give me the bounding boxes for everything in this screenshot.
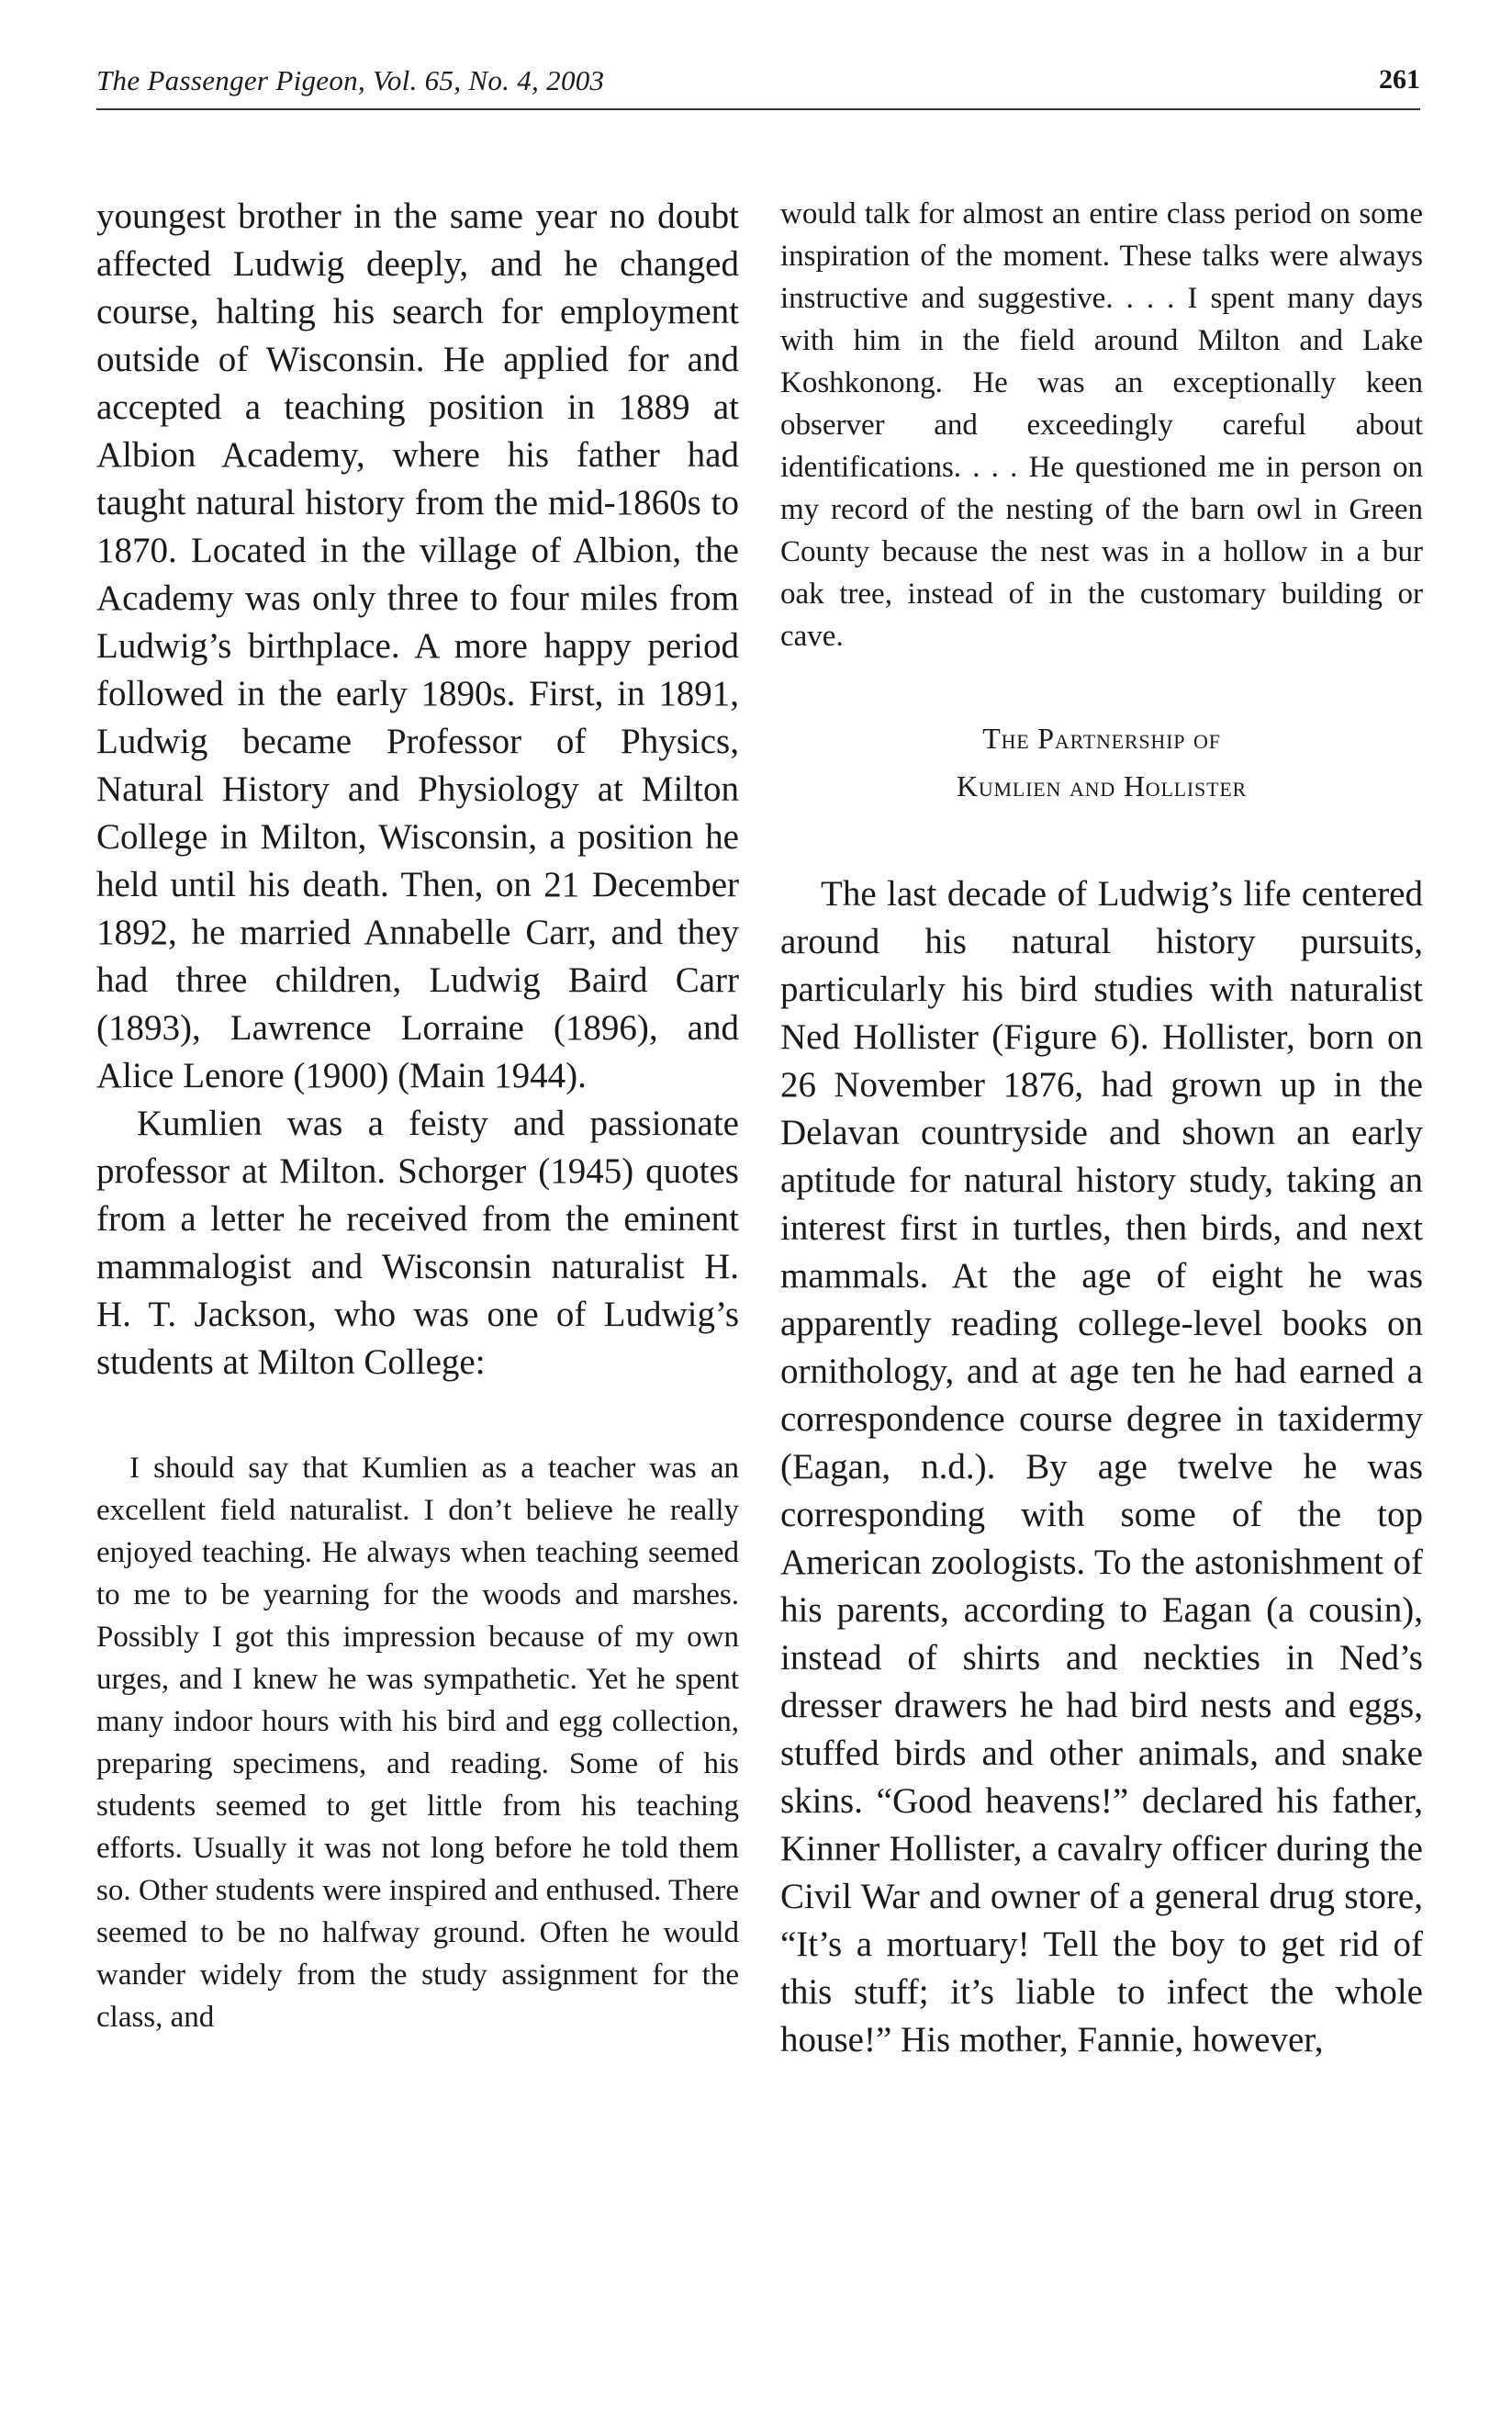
section-heading-line-1: The Partnership of xyxy=(982,722,1221,755)
jackson-quote: I should say that Kumlien as a teacher was an excellent field naturalist. I don’t believe he really enjoyed teaching. He always when teaching seemed to me to be yearning for the woods and marshes. Possibly I got this impression because of my own urges, and I knew he was sympathetic. Yet he spent many indoor hours with his bird and egg collection, preparing specimens, and reading. Some of his students seemed to get little from his teaching efforts. Usually it was not long before he told them so. Other students were inspired and enthused. There seemed to be no halfway ground. Often he would wander widely from the study assignment for the class, and xyxy=(96,1452,739,2034)
right-column xyxy=(780,193,1423,2064)
left-paragraph-1: youngest brother in the same year no doubt affected Ludwig deeply, and he changed course, halting his search for employment outside of Wisconsin. He applied for and accepted a teaching position in 1889 at Albion Academy, where his father had taught natural history from the mid-1860s to 1870. Located in the village of Albion, the Academy was only three to four miles from Ludwig’s birthplace. A more happy period followed in the early 1890s. First, in 1891, Ludwig became Professor of Physics, Natural History and Physiology at Milton College in Milton, Wisconsin, a position he held until his death. Then, on 21 December 1892, he married Annabelle Carr, and they had three children, Ludwig Baird Carr (1893), Lawrence Lorraine (1896), and Alice Lenore (1900) (Main 1944). xyxy=(96,196,739,1095)
section-heading xyxy=(780,714,1423,810)
jackson-quote-continued: would talk for almost an entire class period on some inspiration of the moment. These talks were always instructive and suggestive. . . . I spent many days with him in the field around Milton and Lake Koshkonong. He was an exceptionally keen observer and exceedingly careful about identifications. . . . He questioned me in person on my record of the nesting of the barn owl in Green County because the nest was in a hollow in a bur oak tree, instead of in the customary building or cave. xyxy=(780,197,1423,653)
journal-title: The Passenger Pigeon, Vol. 65, No. 4, 2003 xyxy=(96,64,605,96)
left-paragraph-2: Kumlien was a feisty and passionate professor at Milton. Schorger (1945) quotes from a letter he received from the eminent mammalogist and Wisconsin naturalist H. H. T. Jackson, who was one of Ludwig’s students at Milton College: xyxy=(96,1104,739,1382)
running-header xyxy=(96,64,1420,110)
left-column xyxy=(96,193,739,2038)
right-paragraph-1: The last decade of Ludwig’s life centered around his natural history pursuits, particularly his bird studies with naturalist Ned Hollister (Figure 6). Hollister, born on 26 November 1876, had grown up in the Delavan countryside and shown an early aptitude for natural history study, taking an interest first in turtles, then birds, and next mammals. At the age of eight he was apparently reading college-level books on ornithology, and at age ten he had earned a correspondence course degree in taxidermy (Eagan, n.d.). By age twelve he was corresponding with some of the top American zoologists. To the astonishment of his parents, according to Eagan (a cousin), instead of shirts and neckties in Ned’s dresser drawers he had bird nests and eggs, stuffed birds and other animals, and snake skins. “Good heavens!” declared his father, Kinner Hollister, a cavalry officer during the Civil War and owner of a general drug store, “It’s a mortuary! Tell the boy to get rid of this stuff; it’s liable to infect the whole house!” His mother, Fannie, however, xyxy=(780,874,1423,2059)
page-number: 261 xyxy=(1379,64,1420,95)
section-heading-line-2: Kumlien and Hollister xyxy=(956,769,1248,802)
